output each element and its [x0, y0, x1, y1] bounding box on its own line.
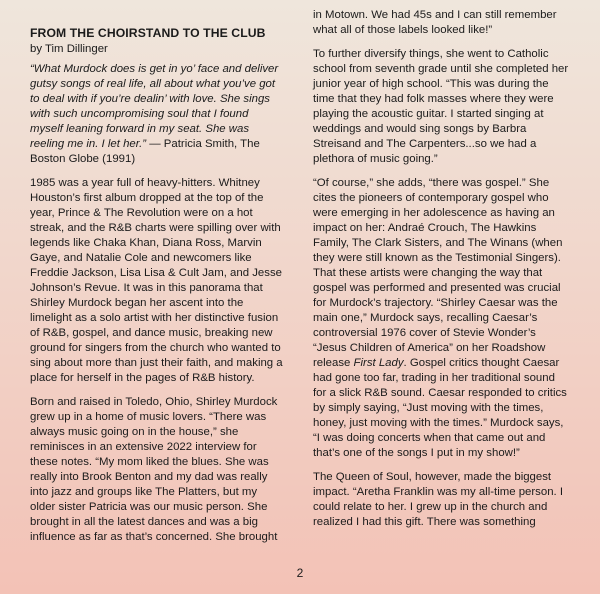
article-byline: by Tim Dillinger: [30, 43, 108, 55]
pull-quote: [30, 62, 284, 167]
article-title: FROM THE CHOIRSTAND TO THE CLUB: [30, 26, 266, 40]
pull-quote-attribution: — Patricia Smith, The Boston Globe (1991): [30, 138, 260, 165]
paragraph: The Queen of Soul, however, made the biggest impact. “Aretha Franklin was my all-time person. I could relate to her. I grew up in the church and realized I had this gift. There was something: [313, 471, 564, 528]
paragraph: To further diversify things, she went to Catholic school from seventh grade until she completed her junior year of high school. “This was during the time that they had folk masses where they were playing the acoustic guitar. I started singing at weddings and would sing songs by Barbra Streisand and The Carpenters...so we had a plethora of music going.”: [313, 48, 569, 165]
paragraph: [313, 176, 569, 461]
paragraph: 1985 was a year full of heavy-hitters. Whitney Houston’s first album dropped at the top of the year, Prince & The Revolution were on a hot streak, and the R&B charts were spilling over with legends like Chaka Khan, Diana Ross, Marvin Gaye, and Natalie Cole and newcomers like Freddie Jackson, Lisa Lisa & Cult Jam, and Jesse Johnson’s Revue. It was in this panorama that Shirley Murdock began her ascent into the limelight as a solo artist with her distinctive fusion of R&B, gospel, and dance music, breaking new ground for singers from the church who wanted to sing about more than just their faith, and making a place for herself in the pages of R&B history.: [30, 177, 283, 384]
paragraph: Born and raised in Toledo, Ohio, Shirley Murdock grew up in a home of music lovers. “There was always music going on in the house,” she reminisces in an extensive 2022 interview for these notes. “My mom liked the blues. She was really into Brook Benton and my dad was really into jazz and groups like The Platters, but my older sister Patricia was our music person. She brought in all the latest dances and was a big influence as far as that’s concerned. She brought: [30, 396, 278, 543]
paragraph-text: “Of course,” she adds, “there was gospel.” She cites the pioneers of contemporary gospel who were emerging in her adolescence as having an impact on her: Andraé Crouch, The Hawkins Family, The Clark Sisters, and The Winans (when they were still known as the Testimonial Singers). That these artists were changing the way that gospel was performed and presented was crucial for Murdock’s trajectory. “Shirley Caesar was the main one,” Murdock says, recalling Caesar’s controversial 1976 cover of Stevie Wonder’s “Jesus Children of America” on her Roadshow release: [313, 177, 563, 369]
paragraph-text: . Gospel critics thought Caesar had gone too far, trading in her traditional sound for a slick R&B sound. Caesar responded to critics by simply saying, “Just moving with the times, honey, just moving with the times.” Murdock says, “I was doing concerts when that came out and that’s one of the songs I put in my show!”: [313, 357, 567, 459]
left-column: [30, 26, 284, 554]
pull-quote-text: “What Murdock does is get in yo’ face and deliver gutsy songs of real life, all about what you’ve got to deal with if you’re dealin’ with love. She sings with such uncompromising soul that I found myself leaning forward in my seat. She was reeling me in. I let her.”: [30, 63, 279, 150]
album-title: First Lady: [353, 357, 404, 369]
page-number: 2: [296, 566, 304, 580]
paragraph: in Motown. We had 45s and I can still remember what all of those labels looked like!”: [313, 9, 557, 36]
right-column: [313, 8, 569, 539]
